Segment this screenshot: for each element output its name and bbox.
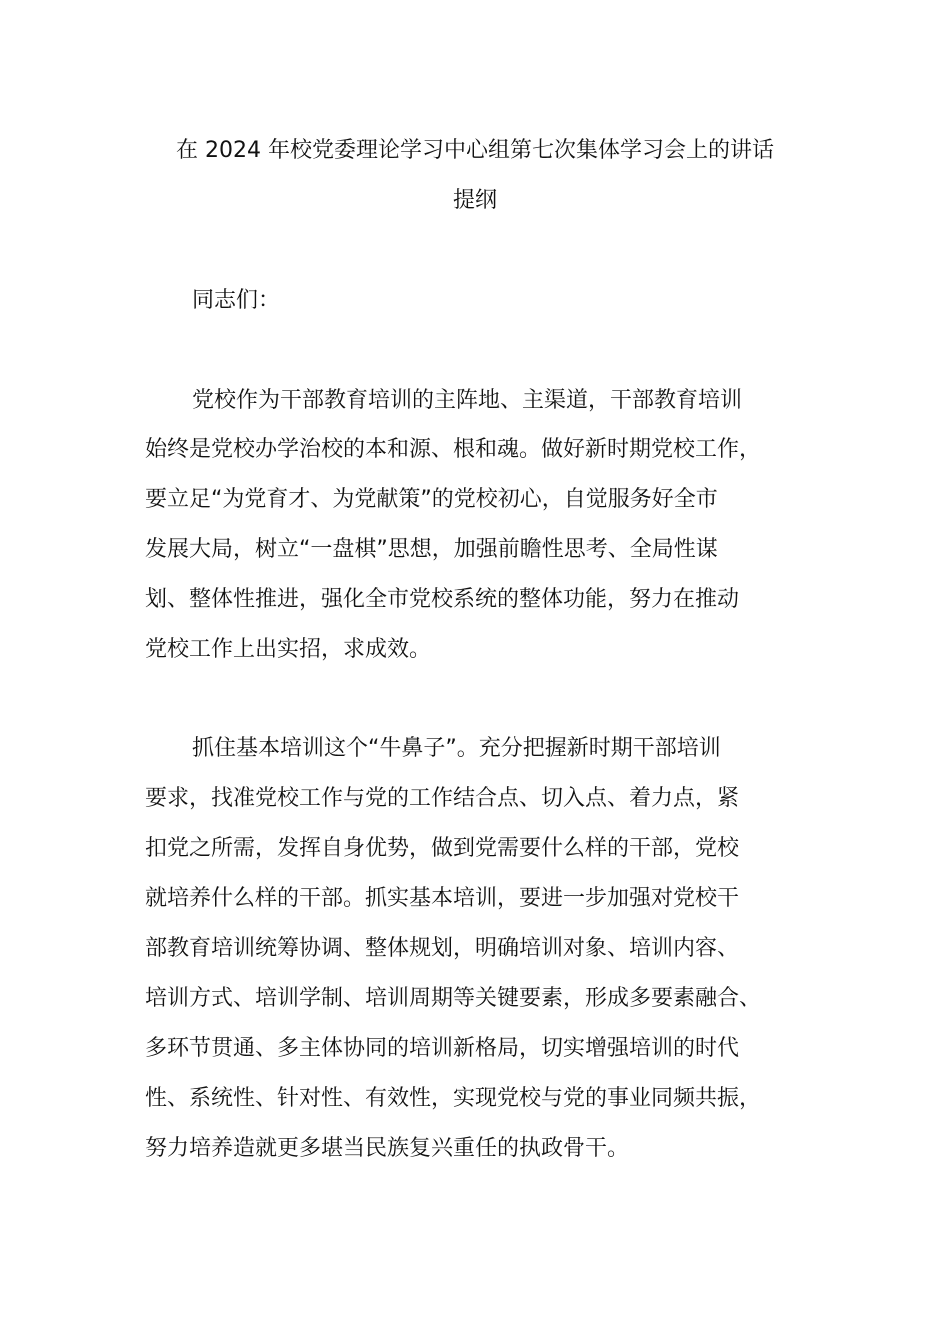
document-title-line-1: 在 2024 年校党委理论学习中心组第七次集体学习会上的讲话 [176,138,774,163]
paragraph-1-line-4: 发展大局，树立“一盘棋”思想，加强前瞻性思考、全局性谋 [145,537,718,562]
paragraph-2-line-3: 扣党之所需，发挥自身优势，做到党需要什么样的干部，党校 [145,836,740,861]
paragraph-2-line-9: 努力培养造就更多堪当民族复兴重任的执政骨干。 [145,1136,630,1161]
paragraph-1-line-5: 划、整体性推进，强化全市党校系统的整体功能，努力在推动 [145,587,740,612]
salutation: 同志们： [192,288,281,313]
paragraph-1-line-1: 党校作为干部教育培训的主阵地、主渠道，干部教育培训 [192,388,743,413]
paragraph-1-line-2: 始终是党校办学治校的本和源、根和魂。做好新时期党校工作， [145,437,762,462]
paragraph-2-line-4: 就培养什么样的干部。抓实基本培训，要进一步加强对党校干 [145,886,740,911]
paragraph-2-line-1: 抓住基本培训这个“牛鼻子”。充分把握新时期干部培训 [192,736,721,761]
paragraph-1-line-6: 党校工作上出实招，求成效。 [145,637,432,662]
paragraph-2-line-8: 性、系统性、针对性、有效性，实现党校与党的事业同频共振， [145,1086,762,1111]
paragraph-1-line-3: 要立足“为党育才、为党献策”的党校初心，自觉服务好全市 [145,487,718,512]
paragraph-2-line-7: 多环节贯通、多主体协同的培训新格局，切实增强培训的时代 [145,1036,740,1061]
paragraph-2-line-5: 部教育培训统筹协调、整体规划，明确培训对象、培训内容、 [145,936,740,961]
paragraph-2-line-6: 培训方式、培训学制、培训周期等关键要素，形成多要素融合、 [145,986,762,1011]
document-title-line-2: 提纲 [452,188,497,213]
paragraph-2-line-2: 要求，找准党校工作与党的工作结合点、切入点、着力点，紧 [145,786,740,811]
